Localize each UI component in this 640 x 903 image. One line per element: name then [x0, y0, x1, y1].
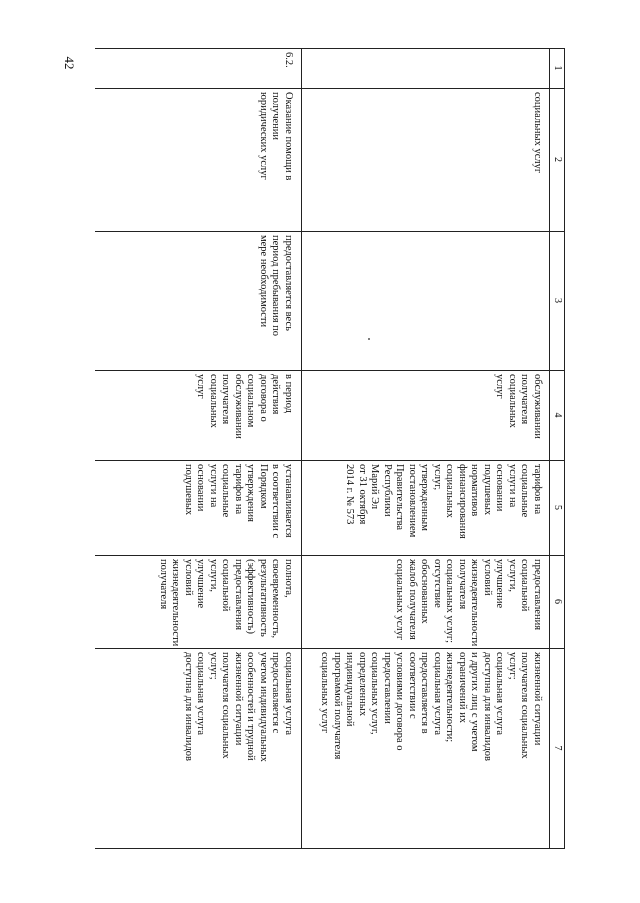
column-divider	[95, 555, 565, 556]
column-divider	[95, 848, 565, 849]
table-top-border	[564, 48, 565, 848]
row1-conditions: жизненной ситуации получателя социальных услуг; социальная услуга доступна для инвалидов и других лиц с учетом ограничений их жизнедеятельности; социальная услуга предоставляется в соответствии с условиями договора о предоставлении социальных услуг, определенных индивидуальной программой получателя социальных услуг	[319, 652, 543, 761]
column-divider	[95, 48, 565, 49]
column-number-6: 6	[552, 599, 563, 604]
row2-period: предоставляется весь период пребывания по мере необходимости	[258, 235, 294, 337]
column-divider	[95, 370, 565, 371]
header-row-border	[549, 48, 550, 848]
row1-tariff-basis: тарифов на социальные услуги на основании подушевых нормативов финансирования социальных услуг, утвержденным постановлением Правительства Республики Марий Эл от 31 октября 2014 г. № 573	[344, 464, 543, 539]
column-divider	[95, 648, 565, 649]
column-number-3: 3	[552, 298, 563, 303]
column-number-2: 2	[552, 157, 563, 162]
column-divider	[95, 88, 565, 89]
stray-dot	[368, 338, 370, 340]
row1-service-name: социальных услуг	[532, 92, 543, 174]
column-number-5: 5	[552, 505, 563, 510]
row1-indicators: предоставления социальной услуги, улучшение условий жизнедеятельности получателя социальных услуг; отсутствие обоснованных жалоб получателя социальных услуг	[394, 559, 543, 647]
rotated-table-page	[95, 48, 565, 848]
column-number-7: 7	[552, 745, 563, 751]
row2-tariff-basis: устанавливается в соответствии с Порядком утверждения тарифов на социальные услуги на основании подушевых	[183, 464, 294, 539]
column-number-1: 1	[552, 65, 563, 71]
row2-norms: в период действия договора о социальном обслуживании получателя социальных услуг	[195, 374, 294, 439]
page-number: 42	[62, 56, 77, 70]
row2-indicators: полнота, своевременность, результативность (эффективность) предоставления социальной услуги, улучшение условий жизнедеятельности получателя	[158, 559, 294, 647]
column-number-4: 4	[552, 412, 563, 418]
row1-norms: обслуживании получателя социальных услуг	[494, 374, 543, 439]
row2-conditions: социальная услуга предоставляется с учетом индивидуальных особенностей и трудной жизненной ситуации получателя социальных услуг; социальная услуга доступна для инвалидов	[183, 652, 294, 762]
row-separator	[301, 48, 302, 848]
column-divider	[95, 460, 565, 461]
column-divider	[95, 231, 565, 232]
row2-service-name: Оказание помощи в получении юридических услуг	[258, 92, 294, 181]
row2-number: 6.2.	[283, 52, 294, 68]
